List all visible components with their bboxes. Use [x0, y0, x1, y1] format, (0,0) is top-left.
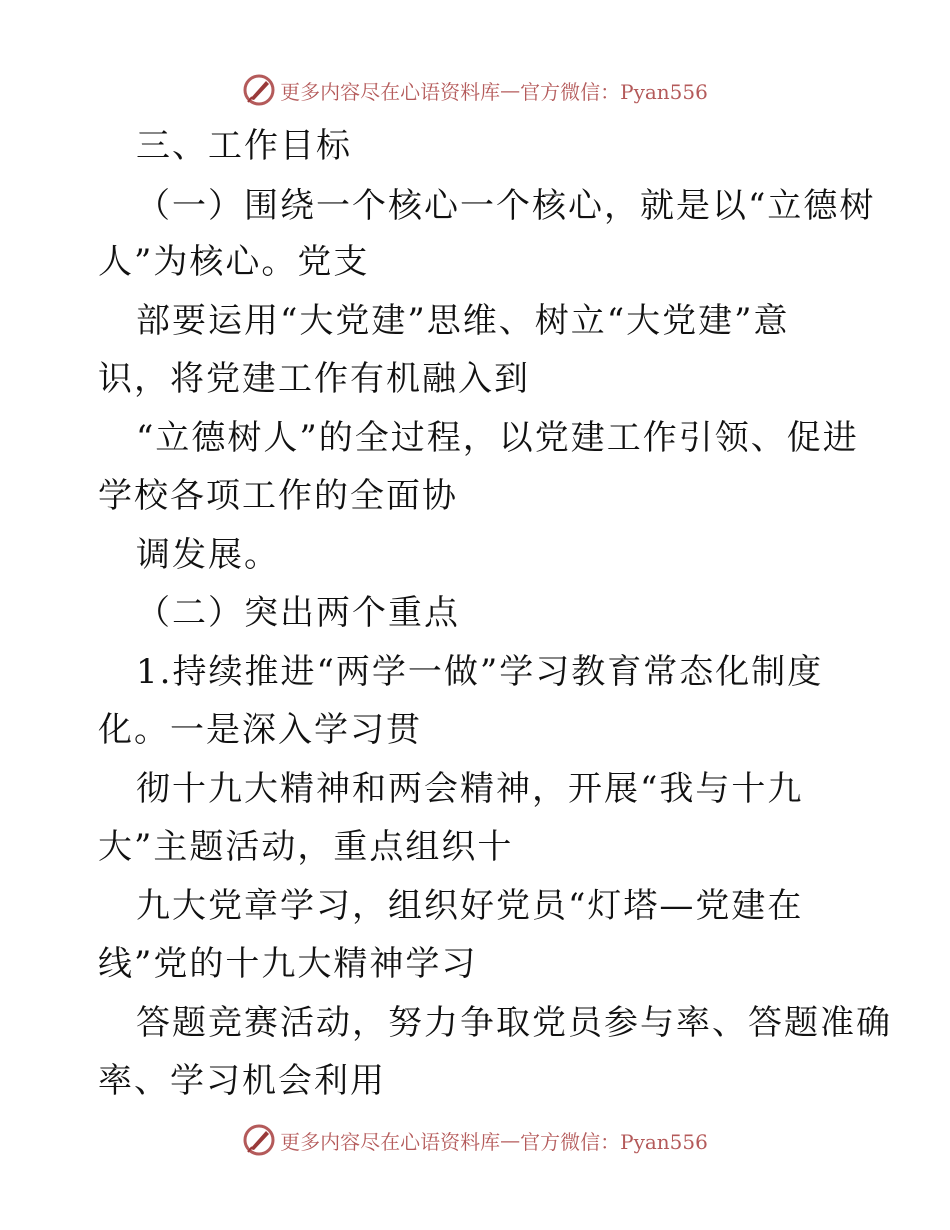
header-banner	[0, 70, 950, 110]
paragraph-line: 答题竞赛活动，努力争取党员参与率、答题准确	[136, 1003, 892, 1043]
section-heading: 三、工作目标	[136, 126, 352, 166]
paragraph-line: “立德树人”的全过程，以党建工作引领、促进	[136, 418, 859, 458]
banner-separator: —	[500, 78, 521, 102]
paragraph-line: 大”主题活动，重点组织十	[98, 827, 514, 867]
subsection-heading: （二）突出两个重点	[136, 593, 460, 633]
paragraph-line: （一）围绕一个核心一个核心，就是以“立德树	[136, 186, 876, 226]
paragraph-line: 九大党章学习，组织好党员“灯塔—党建在	[136, 886, 804, 926]
paragraph-line: 学校各项工作的全面协	[98, 476, 458, 516]
banner-wechat: 官方微信：Pyan556	[520, 1129, 708, 1154]
paragraph-line: 部要运用“大党建”思维、树立“大党建”意	[136, 301, 790, 341]
banner-wechat: 官方微信：Pyan556	[520, 79, 708, 104]
banner-title: 更多内容尽在心语资料库	[280, 79, 501, 104]
paragraph-line: 人”为核心。党支	[98, 242, 370, 282]
paragraph-line: 调发展。	[136, 535, 280, 575]
paragraph-line: 线”党的十九大精神学习	[98, 944, 478, 984]
feather-pen-logo-icon	[242, 73, 276, 107]
banner-title: 更多内容尽在心语资料库	[280, 1129, 501, 1154]
paragraph-line: 率、学习机会利用	[98, 1061, 386, 1101]
banner-separator: —	[500, 1128, 521, 1152]
paragraph-line: 识，将党建工作有机融入到	[98, 359, 530, 399]
footer-banner	[0, 1120, 950, 1160]
paragraph-line: 化。一是深入学习贯	[98, 710, 422, 750]
paragraph-line: 1.持续推进“两学一做”学习教育常态化制度	[136, 652, 824, 692]
feather-pen-logo-icon	[242, 1123, 276, 1157]
paragraph-line: 彻十九大精神和两会精神，开展“我与十九	[136, 769, 804, 809]
